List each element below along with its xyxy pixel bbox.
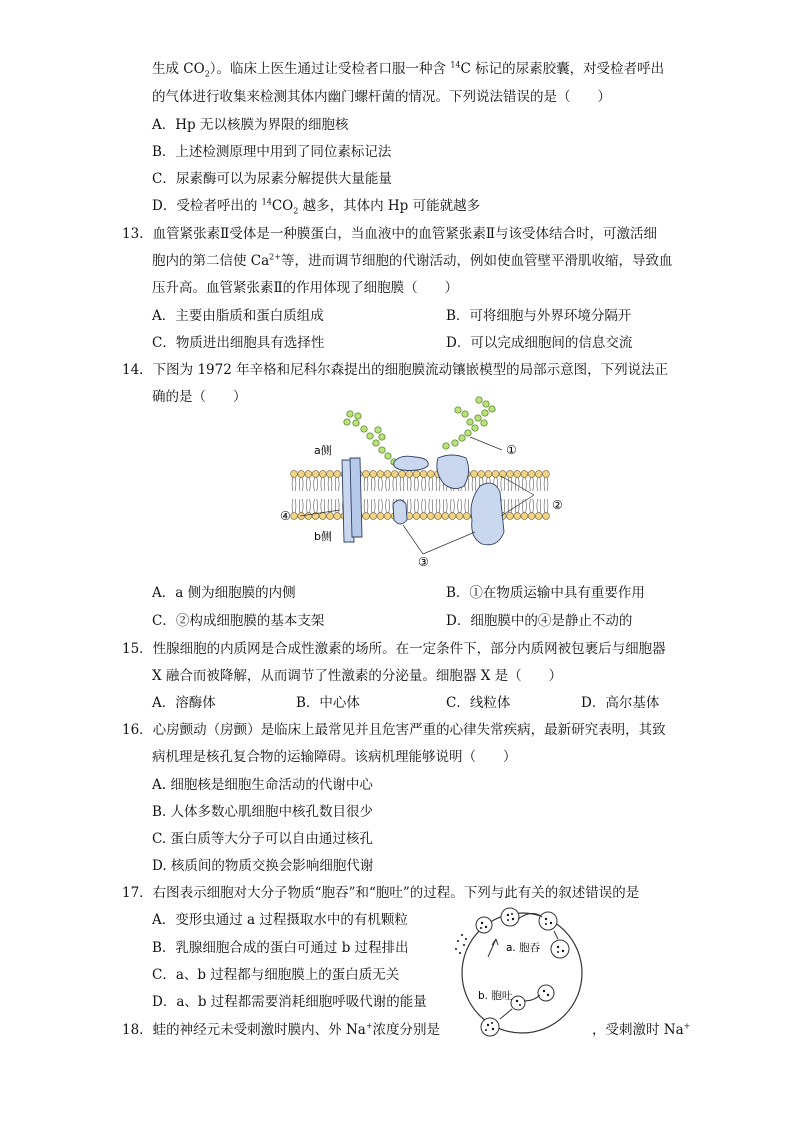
superscript: 14 (450, 60, 461, 70)
phospholipid-head (370, 471, 377, 491)
phospholipid-head (399, 471, 406, 491)
q16-option-b: B. 人体多数心肌细胞中核孔数目很少 (152, 804, 374, 820)
phospholipid-head (334, 499, 341, 519)
q16-line2: 病机理是核孔复合物的运输障碍。该病机理能够说明（ ） (152, 749, 517, 765)
q13-line2 (152, 252, 672, 270)
phospholipid-head (435, 499, 442, 519)
q15-line2: X 融合而被降解，从而调节了性激素的分泌量。细胞器 X 是（ ） (152, 668, 563, 684)
q16-option-d: D. 核质间的物质交换会影响细胞代谢 (152, 858, 374, 874)
q13-option-a: A．主要由脂质和蛋白质组成 (152, 308, 324, 324)
q13-line1: 13．血管紧张素Ⅱ受体是一种膜蛋白，当血液中的血管紧张素Ⅱ与该受体结合时，可激活细 (122, 226, 658, 242)
phospholipid-head (319, 499, 326, 519)
phospholipid-head (543, 499, 550, 519)
q14-option-d: D．细胞膜中的④是静止不动的 (446, 613, 633, 629)
phospholipid-head (334, 471, 341, 491)
q14-option-c: C．②构成细胞膜的基本支架 (152, 613, 325, 629)
phospholipid-head (543, 471, 550, 491)
phospholipid-head (291, 471, 298, 491)
phospholipid-head (377, 471, 384, 491)
q12-d-text-b: CO (271, 198, 294, 214)
phospholipid-head (319, 471, 326, 491)
q13-text-b: 等，进而调节细胞的代谢活动，例如使血管壁平滑肌收缩，导致血 (280, 253, 673, 269)
membrane-figure (270, 392, 580, 572)
q13-option-d: D．可以完成细胞间的信息交流 (446, 335, 633, 351)
q13-option-c: C．物质进出细胞具有选择性 (152, 335, 325, 351)
q13-line3: 压升高。血管紧张素Ⅱ的作用体现了细胞膜（ ） (152, 280, 459, 296)
phospholipid-head (327, 499, 334, 519)
q12-option-d (152, 197, 480, 215)
q15-option-b: B．中心体 (296, 695, 360, 711)
phospholipid-head (391, 471, 398, 491)
phospholipid-head (420, 471, 427, 491)
phospholipid-head (442, 499, 449, 519)
phospholipid-head (305, 471, 312, 491)
phospholipid-head (406, 471, 413, 491)
phospholipid-head (413, 499, 420, 519)
phospholipid-head (327, 471, 334, 491)
phospholipid-head (363, 499, 370, 519)
marker-3: ③ (418, 555, 429, 569)
superscript: + (683, 1021, 691, 1031)
q16-option-c: C. 蛋白质等大分子可以自由通过核孔 (152, 831, 373, 847)
q17-option-a: A．变形虫通过 a 过程摄取水中的有机颗粒 (152, 912, 408, 928)
phospholipid-head (535, 471, 542, 491)
protein-surface (394, 456, 429, 470)
glycoprotein-chain-left (344, 411, 397, 465)
q13-text-a: 胞内的第二信使 Ca (152, 253, 270, 269)
q17-option-c: C．a、b 过程都与细胞膜上的蛋白质无关 (152, 967, 400, 983)
q14-option-b: B．①在物质运输中具有重要作用 (446, 585, 645, 601)
q18-text-b: 浓度分别是 (372, 1022, 441, 1038)
phospholipid-head (521, 499, 528, 519)
q12-text-a: 生成 CO (152, 61, 205, 77)
a-side-label: a侧 (314, 444, 332, 457)
endocytosis-figure (448, 905, 588, 1040)
phospholipid-head (377, 499, 384, 519)
phospholipid-head (528, 499, 535, 519)
phospholipid-head (514, 499, 521, 519)
phospholipid-head (507, 499, 514, 519)
q12-text-b: ）。临床上医生通过让受检者口服一种含 (209, 61, 451, 77)
phospholipid-head (370, 499, 377, 519)
q15-option-d: D．高尔基体 (581, 695, 660, 711)
q14-line1: 14．下图为 1972 年辛格和尼科尔森提出的细胞膜流动镶嵌模型的局部示意图，下列说法正 (122, 362, 669, 378)
q15-option-a: A．溶酶体 (152, 695, 216, 711)
q18-text-c: ，受刺激时 Na (592, 1022, 684, 1038)
q12-d-text-a: D．受检者呼出的 (152, 198, 262, 214)
phospholipid-head (413, 471, 420, 491)
phospholipid-head (463, 499, 470, 519)
phospholipid-head (449, 499, 456, 519)
q18-line1-left (122, 1021, 440, 1039)
particle-dots (455, 913, 564, 1031)
q16-line1: 16．心房颤动（房颤）是临床上最常见并且危害严重的心律失常疾病，最新研究表明，其致 (122, 722, 666, 738)
q17-option-b: B．乳腺细胞合成的蛋白可通过 b 过程排出 (152, 940, 409, 956)
exocytosis-label: b. 胞吐 (478, 990, 513, 1002)
q12-option-a: A．Hp 无以核膜为界限的细胞核 (152, 117, 349, 133)
q17-line1: 17．右图表示细胞对大分子物质“胞吞”和“胞吐”的过程。下列与此有关的叙述错误的是 (122, 885, 640, 901)
phospholipid-head (305, 499, 312, 519)
phospholipid-head (291, 499, 298, 519)
q13-option-b: B．可将细胞与外界环境分隔开 (446, 308, 632, 324)
phospholipid-head (312, 471, 319, 491)
q12-d-text-c: 越多，其体内 Hp 可能就越多 (298, 198, 481, 214)
q12-intro-line2: 的气体进行收集来检测其体内幽门螺杆菌的情况。下列说法错误的是（ ） (152, 89, 611, 105)
q12-option-b: B．上述检测原理中用到了同位素标记法 (152, 144, 392, 160)
q16-option-a: A. 细胞核是细胞生命活动的代谢中心 (152, 777, 373, 793)
phospholipid-head (499, 471, 506, 491)
q18-text-a: 18．蛙的神经元未受刺激时膜内、外 Na (122, 1022, 366, 1038)
marker-1: ① (506, 443, 517, 457)
phospholipid-head (420, 499, 427, 519)
marker-4: ④ (280, 509, 291, 523)
q15-line1: 15．性腺细胞的内质网是合成性激素的场所。在一定条件下，部分内质网被包裹后与细胞器 (122, 641, 666, 657)
marker-2: ② (552, 498, 563, 512)
phospholipid-head (471, 471, 478, 491)
phospholipid-head (514, 471, 521, 491)
phospholipid-head (298, 499, 305, 519)
superscript: 14 (261, 197, 272, 207)
phospholipid-head (535, 499, 542, 519)
phospholipid-head (528, 471, 535, 491)
phospholipid-head (384, 499, 391, 519)
phospholipid-head (298, 471, 305, 491)
superscript: 2+ (269, 252, 281, 262)
subscript: 2 (293, 206, 299, 216)
superscript: + (365, 1021, 373, 1031)
phospholipid-head (384, 471, 391, 491)
q14-option-a: A．a 侧为细胞膜的内侧 (152, 585, 296, 601)
subscript: 2 (204, 69, 210, 79)
q12-text-c: C 标记的尿素胶囊，对受检者呼出 (460, 61, 665, 77)
endocytosis-label: a. 胞吞 (506, 942, 541, 954)
phospholipid-head (456, 499, 463, 519)
protein-channel (342, 458, 362, 542)
q15-option-c: C．线粒体 (446, 695, 511, 711)
q12-option-c: C．尿素酶可以为尿素分解提供大量能量 (152, 171, 392, 187)
glycoprotein-chain-right (443, 397, 495, 449)
b-side-label: b侧 (314, 530, 332, 543)
phospholipid-head (312, 499, 319, 519)
phospholipid-head (427, 499, 434, 519)
q18-line1-right (592, 1021, 690, 1039)
q12-intro-line1 (152, 60, 664, 78)
q17-option-d: D．a、b 过程都需要消耗细胞呼吸代谢的能量 (152, 994, 427, 1010)
phospholipid-head (427, 471, 434, 491)
q14-line2: 确的是（ ） (152, 389, 247, 405)
phospholipid-head (363, 471, 370, 491)
